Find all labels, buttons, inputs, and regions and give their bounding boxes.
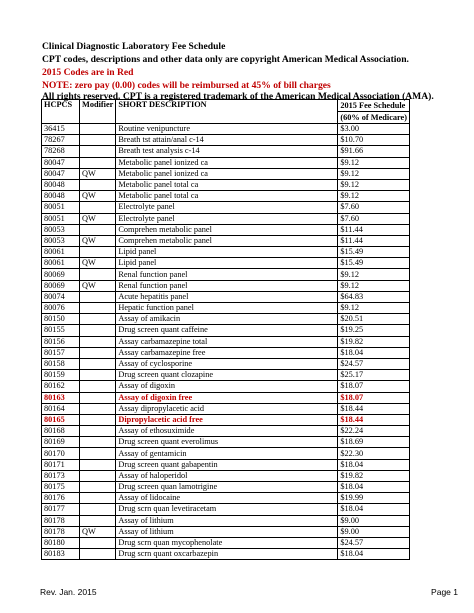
cell-description: Dipropylacetic acid free	[116, 414, 338, 425]
cell-modifier	[80, 179, 116, 190]
cell-hcpcs: 80162	[42, 381, 80, 392]
cell-fee: $91.66	[338, 146, 410, 157]
table-row	[42, 426, 410, 437]
table-row	[42, 370, 410, 381]
cell-description: Acute hepatitis panel	[116, 291, 338, 302]
cell-hcpcs: 80157	[42, 347, 80, 358]
cell-description: Renal function panel	[116, 269, 338, 280]
cell-description: Drug screen quant caffeine	[116, 325, 338, 336]
cell-description: Drug screen quant clozapine	[116, 370, 338, 381]
cell-description: Lipid panel	[116, 258, 338, 269]
cell-fee: $25.17	[338, 370, 410, 381]
cell-fee: $18.04	[338, 549, 410, 560]
cell-hcpcs: 80155	[42, 325, 80, 336]
cell-description: Electrolyte panel	[116, 202, 338, 213]
cell-fee: $15.49	[338, 258, 410, 269]
cell-description: Drug scrn quan levetiracetam	[116, 504, 338, 515]
cell-hcpcs: 80076	[42, 303, 80, 314]
cell-description: Electrolyte panel	[116, 213, 338, 224]
cell-modifier: QW	[80, 168, 116, 179]
cell-modifier	[80, 381, 116, 392]
cell-fee: $10.70	[338, 135, 410, 146]
cell-hcpcs: 80158	[42, 358, 80, 369]
cell-modifier: QW	[80, 280, 116, 291]
table-row	[42, 336, 410, 347]
cell-modifier	[80, 414, 116, 425]
cell-fee: $9.12	[338, 303, 410, 314]
cell-hcpcs: 80176	[42, 493, 80, 504]
cell-modifier	[80, 358, 116, 369]
cell-hcpcs: 80048	[42, 191, 80, 202]
cell-hcpcs: 80180	[42, 537, 80, 548]
zero-pay-note: NOTE: zero pay (0.00) codes will be reimbursed at 45% of bill charges	[42, 80, 331, 91]
cell-fee: $18.04	[338, 347, 410, 358]
cell-hcpcs: 80168	[42, 426, 80, 437]
table-row	[42, 235, 410, 246]
cell-modifier	[80, 549, 116, 560]
cell-modifier	[80, 124, 116, 135]
table-body	[42, 124, 410, 560]
table-row	[42, 347, 410, 358]
cell-modifier: QW	[80, 235, 116, 246]
cell-description: Drug scrn quant oxcarbazepin	[116, 549, 338, 560]
footer-revision: Rev. Jan. 2015	[40, 587, 97, 597]
cell-hcpcs: 80074	[42, 291, 80, 302]
table-row	[42, 146, 410, 157]
table-row	[42, 493, 410, 504]
cell-modifier	[80, 202, 116, 213]
cell-description: Drug screen quan lamotrigine	[116, 482, 338, 493]
cell-modifier	[80, 336, 116, 347]
cell-description: Comprehen metabolic panel	[116, 224, 338, 235]
cell-fee: $19.25	[338, 325, 410, 336]
table-row	[42, 258, 410, 269]
cell-hcpcs: 80164	[42, 403, 80, 414]
cell-fee: $18.04	[338, 504, 410, 515]
table-row	[42, 392, 410, 403]
cell-hcpcs: 80061	[42, 247, 80, 258]
cell-modifier	[80, 470, 116, 481]
cell-hcpcs: 80053	[42, 224, 80, 235]
cell-description: Hepatic function panel	[116, 303, 338, 314]
cell-hcpcs: 80048	[42, 179, 80, 190]
cell-description: Assay of haloperidol	[116, 470, 338, 481]
cell-fee: $18.07	[338, 381, 410, 392]
table-row	[42, 403, 410, 414]
cell-hcpcs: 80069	[42, 280, 80, 291]
table-row	[42, 470, 410, 481]
cell-description: Assay of cyclosporine	[116, 358, 338, 369]
cell-modifier	[80, 482, 116, 493]
cell-fee: $9.12	[338, 157, 410, 168]
table-row	[42, 191, 410, 202]
table-row	[42, 537, 410, 548]
cell-hcpcs: 80173	[42, 470, 80, 481]
cell-fee: $19.99	[338, 493, 410, 504]
column-header-fee-sub: (60% of Medicare)	[338, 112, 410, 124]
table-row	[42, 549, 410, 560]
cell-description: Metabolic panel total ca	[116, 179, 338, 190]
cell-hcpcs: 80165	[42, 414, 80, 425]
cell-fee: $11.44	[338, 235, 410, 246]
cell-hcpcs: 80156	[42, 336, 80, 347]
table-row	[42, 381, 410, 392]
copyright-line: CPT codes, descriptions and other data only are copyright American Medical Association.	[42, 54, 409, 65]
cell-description: Assay of lithium	[116, 515, 338, 526]
table-row	[42, 291, 410, 302]
cell-modifier	[80, 493, 116, 504]
cell-hcpcs: 80061	[42, 258, 80, 269]
cell-fee: $20.51	[338, 314, 410, 325]
rights-line: All rights reserved. CPT is a registered trademark of the American Medical Association (AMA).	[42, 91, 434, 102]
cell-hcpcs: 80175	[42, 482, 80, 493]
codes-red-note: 2015 Codes are in Red	[42, 67, 134, 78]
cell-fee: $64.83	[338, 291, 410, 302]
cell-fee: $9.12	[338, 179, 410, 190]
cell-hcpcs: 80053	[42, 235, 80, 246]
table-row	[42, 179, 410, 190]
cell-description: Renal function panel	[116, 280, 338, 291]
cell-description: Assay of lidocaine	[116, 493, 338, 504]
cell-fee: $24.57	[338, 358, 410, 369]
cell-description: Assay of amikacin	[116, 314, 338, 325]
cell-modifier	[80, 504, 116, 515]
cell-description: Assay dipropylacetic acid	[116, 403, 338, 414]
cell-modifier	[80, 515, 116, 526]
cell-fee: $18.07	[338, 392, 410, 403]
fee-schedule-table	[41, 99, 410, 560]
cell-hcpcs: 80051	[42, 213, 80, 224]
cell-modifier	[80, 247, 116, 258]
cell-fee: $9.12	[338, 168, 410, 179]
cell-fee: $18.44	[338, 414, 410, 425]
cell-modifier: QW	[80, 258, 116, 269]
cell-fee: $15.49	[338, 247, 410, 258]
cell-modifier	[80, 157, 116, 168]
table-row	[42, 414, 410, 425]
cell-description: Drug scrn quan mycophenolate	[116, 537, 338, 548]
table-row	[42, 358, 410, 369]
table-row	[42, 269, 410, 280]
cell-fee: $22.24	[338, 426, 410, 437]
cell-fee: $3.00	[338, 124, 410, 135]
cell-modifier	[80, 459, 116, 470]
table-row	[42, 124, 410, 135]
cell-fee: $18.69	[338, 437, 410, 448]
cell-modifier	[80, 403, 116, 414]
cell-hcpcs: 80169	[42, 437, 80, 448]
cell-modifier	[80, 146, 116, 157]
cell-modifier	[80, 437, 116, 448]
cell-hcpcs: 80183	[42, 549, 80, 560]
cell-modifier	[80, 537, 116, 548]
cell-modifier	[80, 426, 116, 437]
cell-modifier	[80, 347, 116, 358]
cell-hcpcs: 80178	[42, 515, 80, 526]
cell-fee: $9.00	[338, 515, 410, 526]
cell-description: Metabolic panel ionized ca	[116, 168, 338, 179]
cell-hcpcs: 80171	[42, 459, 80, 470]
cell-description: Comprehen metabolic panel	[116, 235, 338, 246]
cell-modifier	[80, 291, 116, 302]
cell-description: Assay carbamazepine free	[116, 347, 338, 358]
cell-fee: $18.04	[338, 482, 410, 493]
cell-fee: $9.12	[338, 269, 410, 280]
cell-description: Assay of digoxin	[116, 381, 338, 392]
cell-modifier	[80, 135, 116, 146]
table-row	[42, 482, 410, 493]
cell-modifier	[80, 325, 116, 336]
cell-fee: $7.60	[338, 213, 410, 224]
cell-description: Breath tst attain/anal c-14	[116, 135, 338, 146]
cell-modifier	[80, 224, 116, 235]
cell-hcpcs: 80047	[42, 157, 80, 168]
table-row	[42, 247, 410, 258]
table-row	[42, 157, 410, 168]
cell-modifier	[80, 314, 116, 325]
cell-fee: $22.30	[338, 448, 410, 459]
cell-description: Assay carbamazepine total	[116, 336, 338, 347]
table-row	[42, 213, 410, 224]
column-header-modifier: Modifier	[80, 100, 116, 124]
table-row	[42, 202, 410, 213]
document-header	[42, 40, 442, 102]
table-row	[42, 303, 410, 314]
cell-modifier: QW	[80, 191, 116, 202]
cell-description: Lipid panel	[116, 247, 338, 258]
cell-hcpcs: 80177	[42, 504, 80, 515]
cell-modifier	[80, 392, 116, 403]
cell-fee: $9.12	[338, 280, 410, 291]
footer-page-number: Page 1	[431, 587, 458, 597]
table-row	[42, 135, 410, 146]
cell-modifier	[80, 448, 116, 459]
table-row	[42, 459, 410, 470]
table-row	[42, 504, 410, 515]
table-row	[42, 437, 410, 448]
cell-hcpcs: 80159	[42, 370, 80, 381]
cell-description: Assay of digoxin free	[116, 392, 338, 403]
cell-hcpcs: 80051	[42, 202, 80, 213]
cell-description: Routine venipuncture	[116, 124, 338, 135]
table-row	[42, 280, 410, 291]
cell-modifier	[80, 303, 116, 314]
cell-modifier: QW	[80, 526, 116, 537]
cell-fee: $19.82	[338, 336, 410, 347]
cell-description: Metabolic panel ionized ca	[116, 157, 338, 168]
cell-fee: $18.04	[338, 459, 410, 470]
column-header-description: SHORT DESCRIPTION	[116, 100, 338, 124]
cell-fee: $9.12	[338, 191, 410, 202]
cell-hcpcs: 78267	[42, 135, 80, 146]
cell-hcpcs: 78268	[42, 146, 80, 157]
cell-modifier	[80, 269, 116, 280]
cell-description: Metabolic panel total ca	[116, 191, 338, 202]
cell-hcpcs: 80178	[42, 526, 80, 537]
table-row	[42, 168, 410, 179]
cell-fee: $18.44	[338, 403, 410, 414]
cell-hcpcs: 80150	[42, 314, 80, 325]
table-row	[42, 314, 410, 325]
cell-description: Assay of ethosuximide	[116, 426, 338, 437]
cell-hcpcs: 36415	[42, 124, 80, 135]
cell-hcpcs: 80069	[42, 269, 80, 280]
document-title: Clinical Diagnostic Laboratory Fee Schedule	[42, 41, 226, 52]
table-row	[42, 448, 410, 459]
cell-fee: $7.60	[338, 202, 410, 213]
cell-hcpcs: 80047	[42, 168, 80, 179]
cell-hcpcs: 80163	[42, 392, 80, 403]
cell-description: Drug screen quant everolimus	[116, 437, 338, 448]
cell-description: Assay of gentamicin	[116, 448, 338, 459]
cell-fee: $9.00	[338, 526, 410, 537]
cell-hcpcs: 80170	[42, 448, 80, 459]
table-row	[42, 224, 410, 235]
table-row	[42, 325, 410, 336]
cell-description: Drug screen quant gabapentin	[116, 459, 338, 470]
cell-fee: $11.44	[338, 224, 410, 235]
cell-fee: $24.57	[338, 537, 410, 548]
cell-modifier: QW	[80, 213, 116, 224]
table-row	[42, 526, 410, 537]
cell-description: Breath test analysis c-14	[116, 146, 338, 157]
cell-fee: $19.82	[338, 470, 410, 481]
column-header-fee: 2015 Fee Schedule	[338, 100, 410, 112]
column-header-hcpcs: HCPCS	[42, 100, 80, 124]
cell-description: Assay of lithium	[116, 526, 338, 537]
table-row	[42, 515, 410, 526]
cell-modifier	[80, 370, 116, 381]
table-header-row	[42, 100, 410, 112]
